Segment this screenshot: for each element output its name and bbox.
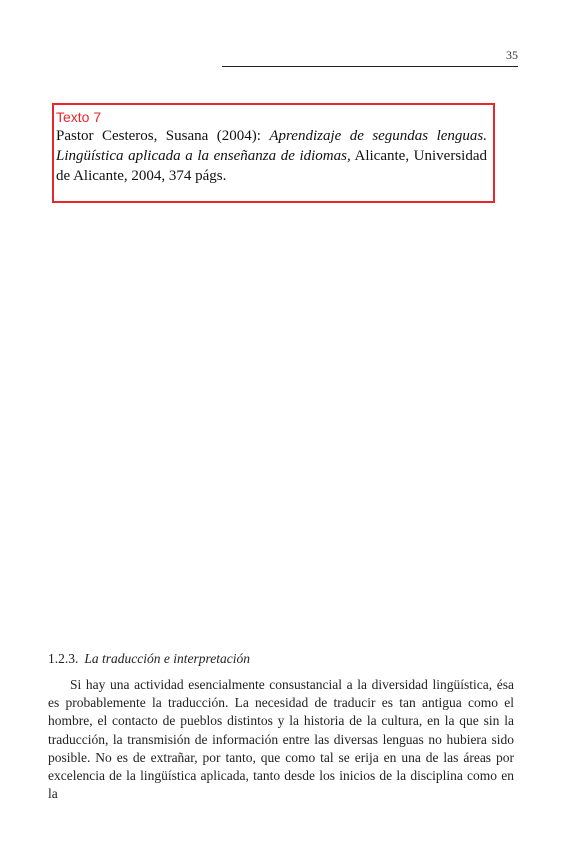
section-title: La traducción e interpretación [84,651,250,666]
body-paragraph: Si hay una actividad esencialmente consustancial a la diversidad lingüística, ésa es probablemente la traducción. La necesidad de traducir es tan antigua como el hombre, el contacto de pueblos distintos y la historia de la cultura, en la que sin la traducción, la transmisión de información entre las diversas lenguas no hubiera sido posible. No es de extrañar, por tanto, que como tal se erija en una de las áreas por excelencia de la lingüística aplicada, tanto desde los inicios de la disciplina como en la [48,677,514,802]
page-number: 35 [506,48,518,62]
section-heading [48,651,250,667]
citation-book-title: Aprendizaje de segundas lenguas. Lingüística aplicada a la enseñanza de idiomas, [56,128,488,164]
citation-publication: Alicante, Universidad de Alicante, 2004, 374 págs. [56,148,487,184]
citation-box [52,103,495,203]
citation-reference [56,126,487,186]
citation-author-date: Pastor Cesteros, Susana (2004): [56,128,270,144]
section-number: 1.2.3. [48,651,79,666]
citation-label: Texto 7 [56,109,102,125]
header-rule [222,66,518,67]
